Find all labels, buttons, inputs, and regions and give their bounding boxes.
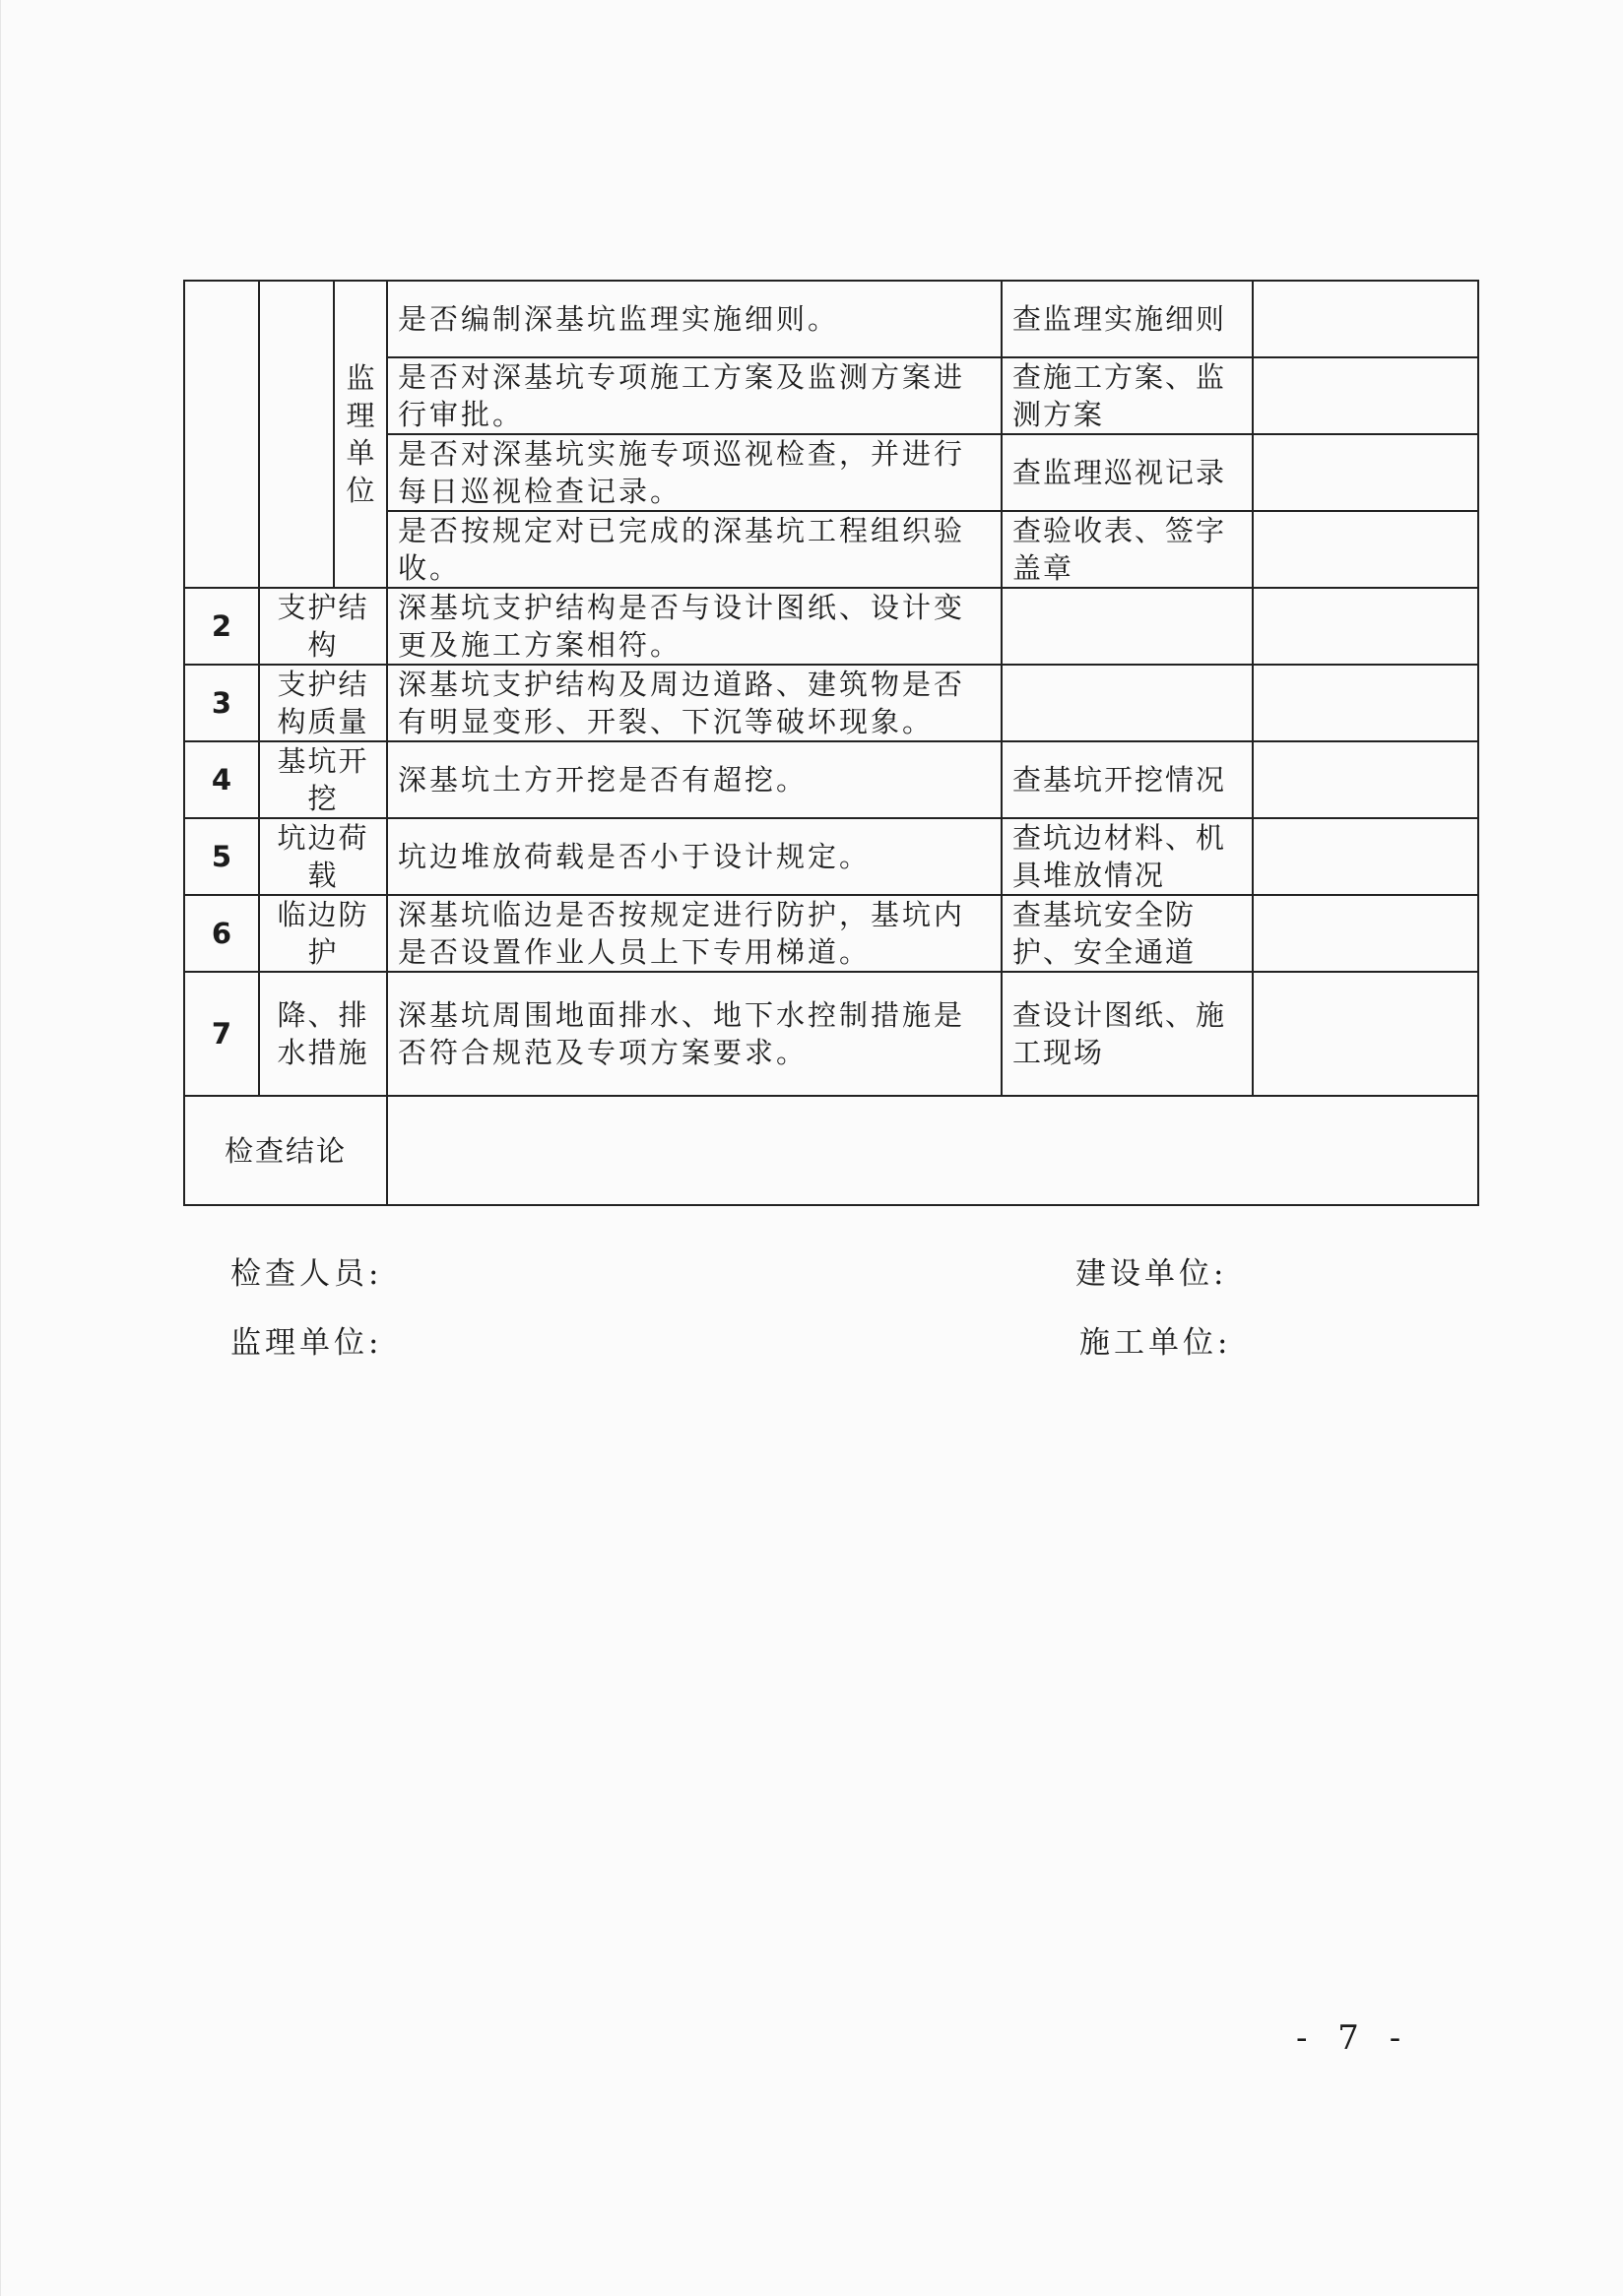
check-content-cell: 坑边堆放荷载是否小于设计规定。 bbox=[387, 818, 1002, 895]
result-cell bbox=[1253, 588, 1478, 665]
check-content-cell: 是否对深基坑专项施工方案及监测方案进行审批。 bbox=[387, 357, 1002, 434]
check-content-cell: 深基坑周围地面排水、地下水控制措施是否符合规范及专项方案要求。 bbox=[387, 972, 1002, 1096]
check-content-cell: 深基坑土方开挖是否有超挖。 bbox=[387, 741, 1002, 818]
item-number: 5 bbox=[184, 818, 259, 895]
supervisor-label: 监理单位: bbox=[230, 1325, 383, 1361]
result-cell bbox=[1253, 895, 1478, 972]
check-content-cell: 是否编制深基坑监理实施细则。 bbox=[387, 281, 1002, 357]
conclusion-row bbox=[184, 1096, 1478, 1205]
check-content-cell: 深基坑临边是否按规定进行防护，基坑内是否设置作业人员上下专用梯道。 bbox=[387, 895, 1002, 972]
item-name-cell bbox=[259, 281, 334, 588]
item-name: 降、排水措施 bbox=[259, 972, 387, 1096]
check-content-cell: 深基坑支护结构及周边道路、建筑物是否有明显变形、开裂、下沉等破坏现象。 bbox=[387, 665, 1002, 741]
result-cell bbox=[1253, 511, 1478, 588]
check-method-cell: 查基坑安全防护、安全通道 bbox=[1002, 895, 1253, 972]
check-content-cell: 是否对深基坑实施专项巡视检查，并进行每日巡视检查记录。 bbox=[387, 434, 1002, 511]
table-row bbox=[184, 588, 1478, 665]
result-cell bbox=[1253, 972, 1478, 1096]
builder-label: 建设单位: bbox=[1075, 1256, 1228, 1292]
table-row bbox=[184, 281, 1478, 357]
supervisor-unit-label: 监 理 单 位 bbox=[334, 281, 387, 588]
inspector-label: 检查人员: bbox=[230, 1256, 383, 1292]
table-row bbox=[184, 818, 1478, 895]
item-name: 坑边荷载 bbox=[259, 818, 387, 895]
item-name: 基坑开挖 bbox=[259, 741, 387, 818]
inspection-table bbox=[183, 280, 1479, 1206]
table-row bbox=[184, 895, 1478, 972]
table-row bbox=[184, 665, 1478, 741]
item-name: 临边防护 bbox=[259, 895, 387, 972]
item-number: 6 bbox=[184, 895, 259, 972]
check-method-cell bbox=[1002, 665, 1253, 741]
table-row bbox=[184, 972, 1478, 1096]
result-cell bbox=[1253, 818, 1478, 895]
check-method-cell: 查坑边材料、机具堆放情况 bbox=[1002, 818, 1253, 895]
item-name: 支护结构 bbox=[259, 588, 387, 665]
check-content-cell: 是否按规定对已完成的深基坑工程组织验收。 bbox=[387, 511, 1002, 588]
check-method-cell bbox=[1002, 588, 1253, 665]
result-cell bbox=[1253, 434, 1478, 511]
item-number: 4 bbox=[184, 741, 259, 818]
item-number: 7 bbox=[184, 972, 259, 1096]
check-method-cell: 查验收表、签字盖章 bbox=[1002, 511, 1253, 588]
check-method-cell: 查监理巡视记录 bbox=[1002, 434, 1253, 511]
conclusion-value[interactable] bbox=[387, 1096, 1478, 1205]
result-cell bbox=[1253, 741, 1478, 818]
result-cell bbox=[1253, 357, 1478, 434]
constructor-label: 施工单位: bbox=[1079, 1325, 1232, 1361]
result-cell bbox=[1253, 281, 1478, 357]
check-method-cell: 查监理实施细则 bbox=[1002, 281, 1253, 357]
check-method-cell: 查施工方案、监测方案 bbox=[1002, 357, 1253, 434]
table-row bbox=[184, 741, 1478, 818]
item-number-cell bbox=[184, 281, 259, 588]
result-cell bbox=[1253, 665, 1478, 741]
check-method-cell: 查基坑开挖情况 bbox=[1002, 741, 1253, 818]
page-number: - 7 - bbox=[1296, 2018, 1411, 2058]
item-number: 3 bbox=[184, 665, 259, 741]
conclusion-label: 检查结论 bbox=[184, 1096, 387, 1205]
check-content-cell: 深基坑支护结构是否与设计图纸、设计变更及施工方案相符。 bbox=[387, 588, 1002, 665]
check-method-cell: 查设计图纸、施工现场 bbox=[1002, 972, 1253, 1096]
item-name: 支护结构质量 bbox=[259, 665, 387, 741]
item-number: 2 bbox=[184, 588, 259, 665]
